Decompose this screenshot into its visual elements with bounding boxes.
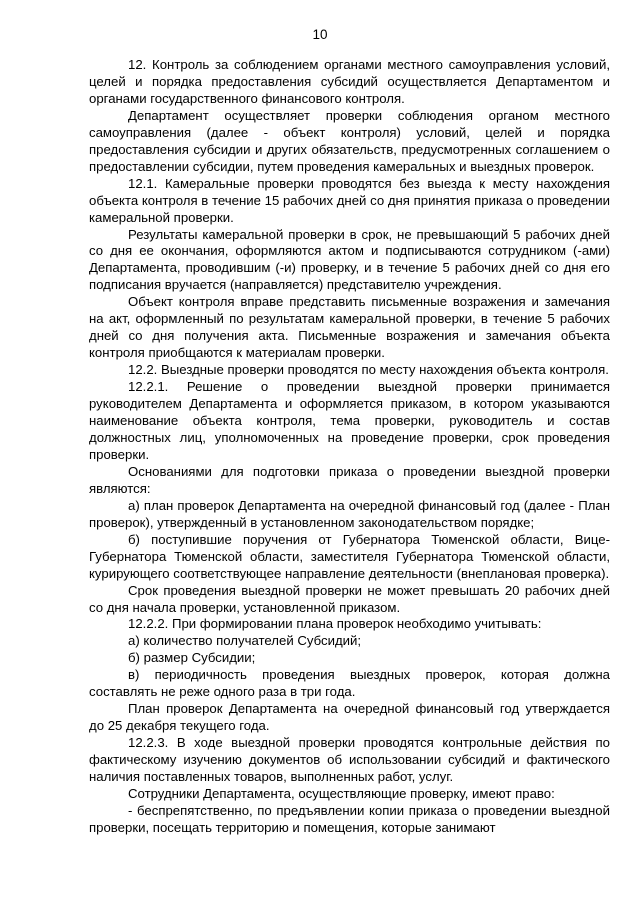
paragraph: Объект контроля вправе представить письменные возражения и замечания на акт, оформленный по результатам камеральной проверки, в течение 5 рабочих дней со дня получения акта. Письменные возражения и замечания объекта контроля приобщаются к материалам проверки. bbox=[89, 294, 610, 361]
paragraph: Срок проведения выездной проверки не может превышать 20 рабочих дней со дня начала проверки, установленной приказом. bbox=[89, 582, 610, 615]
paragraph: в) периодичность проведения выездных проверок, которая должна составлять не реже одного раза в три года. bbox=[89, 667, 610, 700]
paragraph: б) размер Субсидии; bbox=[128, 650, 256, 666]
paragraph: 12. Контроль за соблюдением органами местного самоуправления условий, целей и порядка предоставления субсидий осуществляется Департаментом и органами государственного финансового контроля. bbox=[89, 57, 610, 106]
document-body bbox=[89, 57, 610, 837]
page-number: 10 bbox=[312, 27, 328, 42]
paragraph: Департамент осуществляет проверки соблюдения органом местного самоуправления (далее - объект контроля) условий, целей и порядка предоставления субсидии и других обязательств, предусмотренных соглашением о предоставлении субсидии, путем проведения камеральных и выездных проверок. bbox=[89, 107, 610, 174]
paragraph: Сотрудники Департамента, осуществляющие проверку, имеют право: bbox=[128, 785, 555, 801]
paragraph: 12.2.1. Решение о проведении выездной проверки принимается руководителем Департамента и оформляется приказом, в котором указываются наименование объекта контроля, тема проверки, руководитель и состав должностных лиц, уполномоченных на проведение проверки, срок проведения проверки. bbox=[89, 379, 610, 462]
paragraph: 12.2. Выездные проверки проводятся по месту нахождения объекта контроля. bbox=[128, 362, 609, 378]
paragraph: 12.1. Камеральные проверки проводятся без выезда к месту нахождения объекта контроля в течение 15 рабочих дней со дня принятия приказа о проведении камеральной проверки. bbox=[89, 175, 610, 225]
paragraph: - беспрепятственно, по предъявлении копии приказа о проведении выездной проверки, посещать территорию и помещения, которые занимают bbox=[89, 802, 610, 835]
paragraph: Основаниями для подготовки приказа о проведении выездной проверки являются: bbox=[89, 463, 610, 496]
paragraph: 12.2.2. При формировании плана проверок необходимо учитывать: bbox=[128, 616, 542, 632]
paragraph: а) количество получателей Субсидий; bbox=[128, 633, 362, 649]
paragraph: а) план проверок Департамента на очередной финансовый год (далее - План проверок), утвержденный в установленном законодательством порядке; bbox=[89, 497, 610, 530]
paragraph: Результаты камеральной проверки в срок, не превышающий 5 рабочих дней со дня ее окончания, оформляются актом и подписываются сотрудником (-ами) Департамента, проводившим (-и) проверку, и в течение 5 рабочих дней со дня его подписания вручается (направляется) представителю учреждения. bbox=[89, 226, 610, 293]
paragraph: План проверок Департамента на очередной финансовый год утверждается до 25 декабря текущего года. bbox=[89, 701, 610, 734]
paragraph: 12.2.3. В ходе выездной проверки проводятся контрольные действия по фактическому изучению документов об использовании субсидий и фактического наличия поставленных товаров, выполненных работ, услуг. bbox=[89, 735, 610, 785]
paragraph: б) поступившие поручения от Губернатора Тюменской области, Вице-Губернатора Тюменской области, заместителя Губернатора Тюменской области, курирующего соответствующее направление деятельности (внеплановая проверка). bbox=[89, 531, 610, 581]
